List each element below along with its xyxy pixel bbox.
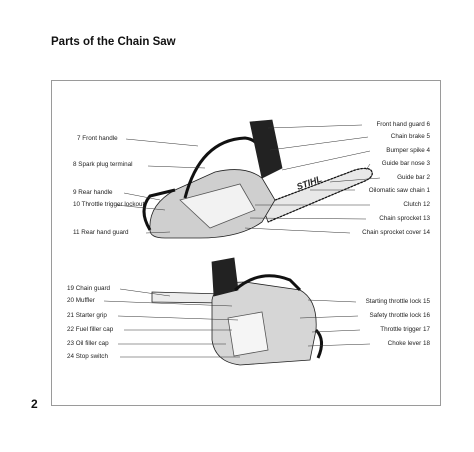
upper-chainsaw-drawing xyxy=(144,120,372,238)
label-oilomatic-saw-chain: Oilomatic saw chain 1 xyxy=(368,187,430,194)
label-bumper-spike: Bumper spike 4 xyxy=(386,147,430,154)
label-fuel-filler-cap: 22 Fuel filler cap xyxy=(67,326,114,333)
label-stop-switch: 24 Stop switch xyxy=(67,353,108,360)
label-guide-bar: Guide bar 2 xyxy=(397,174,430,181)
label-chain-sprocket-cover: Chain sprocket cover 14 xyxy=(362,229,430,236)
label-safety-throttle-lock: Safety throttle lock 16 xyxy=(369,312,430,319)
label-throttle-trigger-lockout: 10 Throttle trigger lockout xyxy=(73,201,145,208)
label-front-hand-guard: Front hand guard 6 xyxy=(376,121,430,128)
label-guide-bar-nose: Guide bar nose 3 xyxy=(381,160,430,167)
label-clutch: Clutch 12 xyxy=(403,201,430,208)
lower-chainsaw-drawing xyxy=(152,258,322,365)
label-throttle-trigger: Throttle trigger 17 xyxy=(380,326,430,333)
brand-logo: STIHL xyxy=(295,173,324,192)
label-starting-throttle-lock: Starting throttle lock 15 xyxy=(365,298,430,305)
page-title: Parts of the Chain Saw xyxy=(51,36,176,48)
label-chain-brake: Chain brake 5 xyxy=(390,133,430,140)
label-muffler: 20 Muffler xyxy=(67,297,95,304)
label-chain-guard: 19 Chain guard xyxy=(67,285,111,292)
label-rear-handle: 9 Rear handle xyxy=(73,189,113,196)
label-chain-sprocket: Chain sprocket 13 xyxy=(379,215,430,222)
label-choke-lever: Choke lever 18 xyxy=(387,340,430,347)
label-front-handle: 7 Front handle xyxy=(77,135,118,142)
label-oil-filler-cap: 23 Oil filler cap xyxy=(67,340,109,347)
label-rear-hand-guard: 11 Rear hand guard xyxy=(73,229,129,236)
page-number: 2 xyxy=(31,397,38,411)
label-starter-grip: 21 Starter grip xyxy=(67,312,107,319)
label-spark-plug-terminal: 8 Spark plug terminal xyxy=(73,161,133,168)
